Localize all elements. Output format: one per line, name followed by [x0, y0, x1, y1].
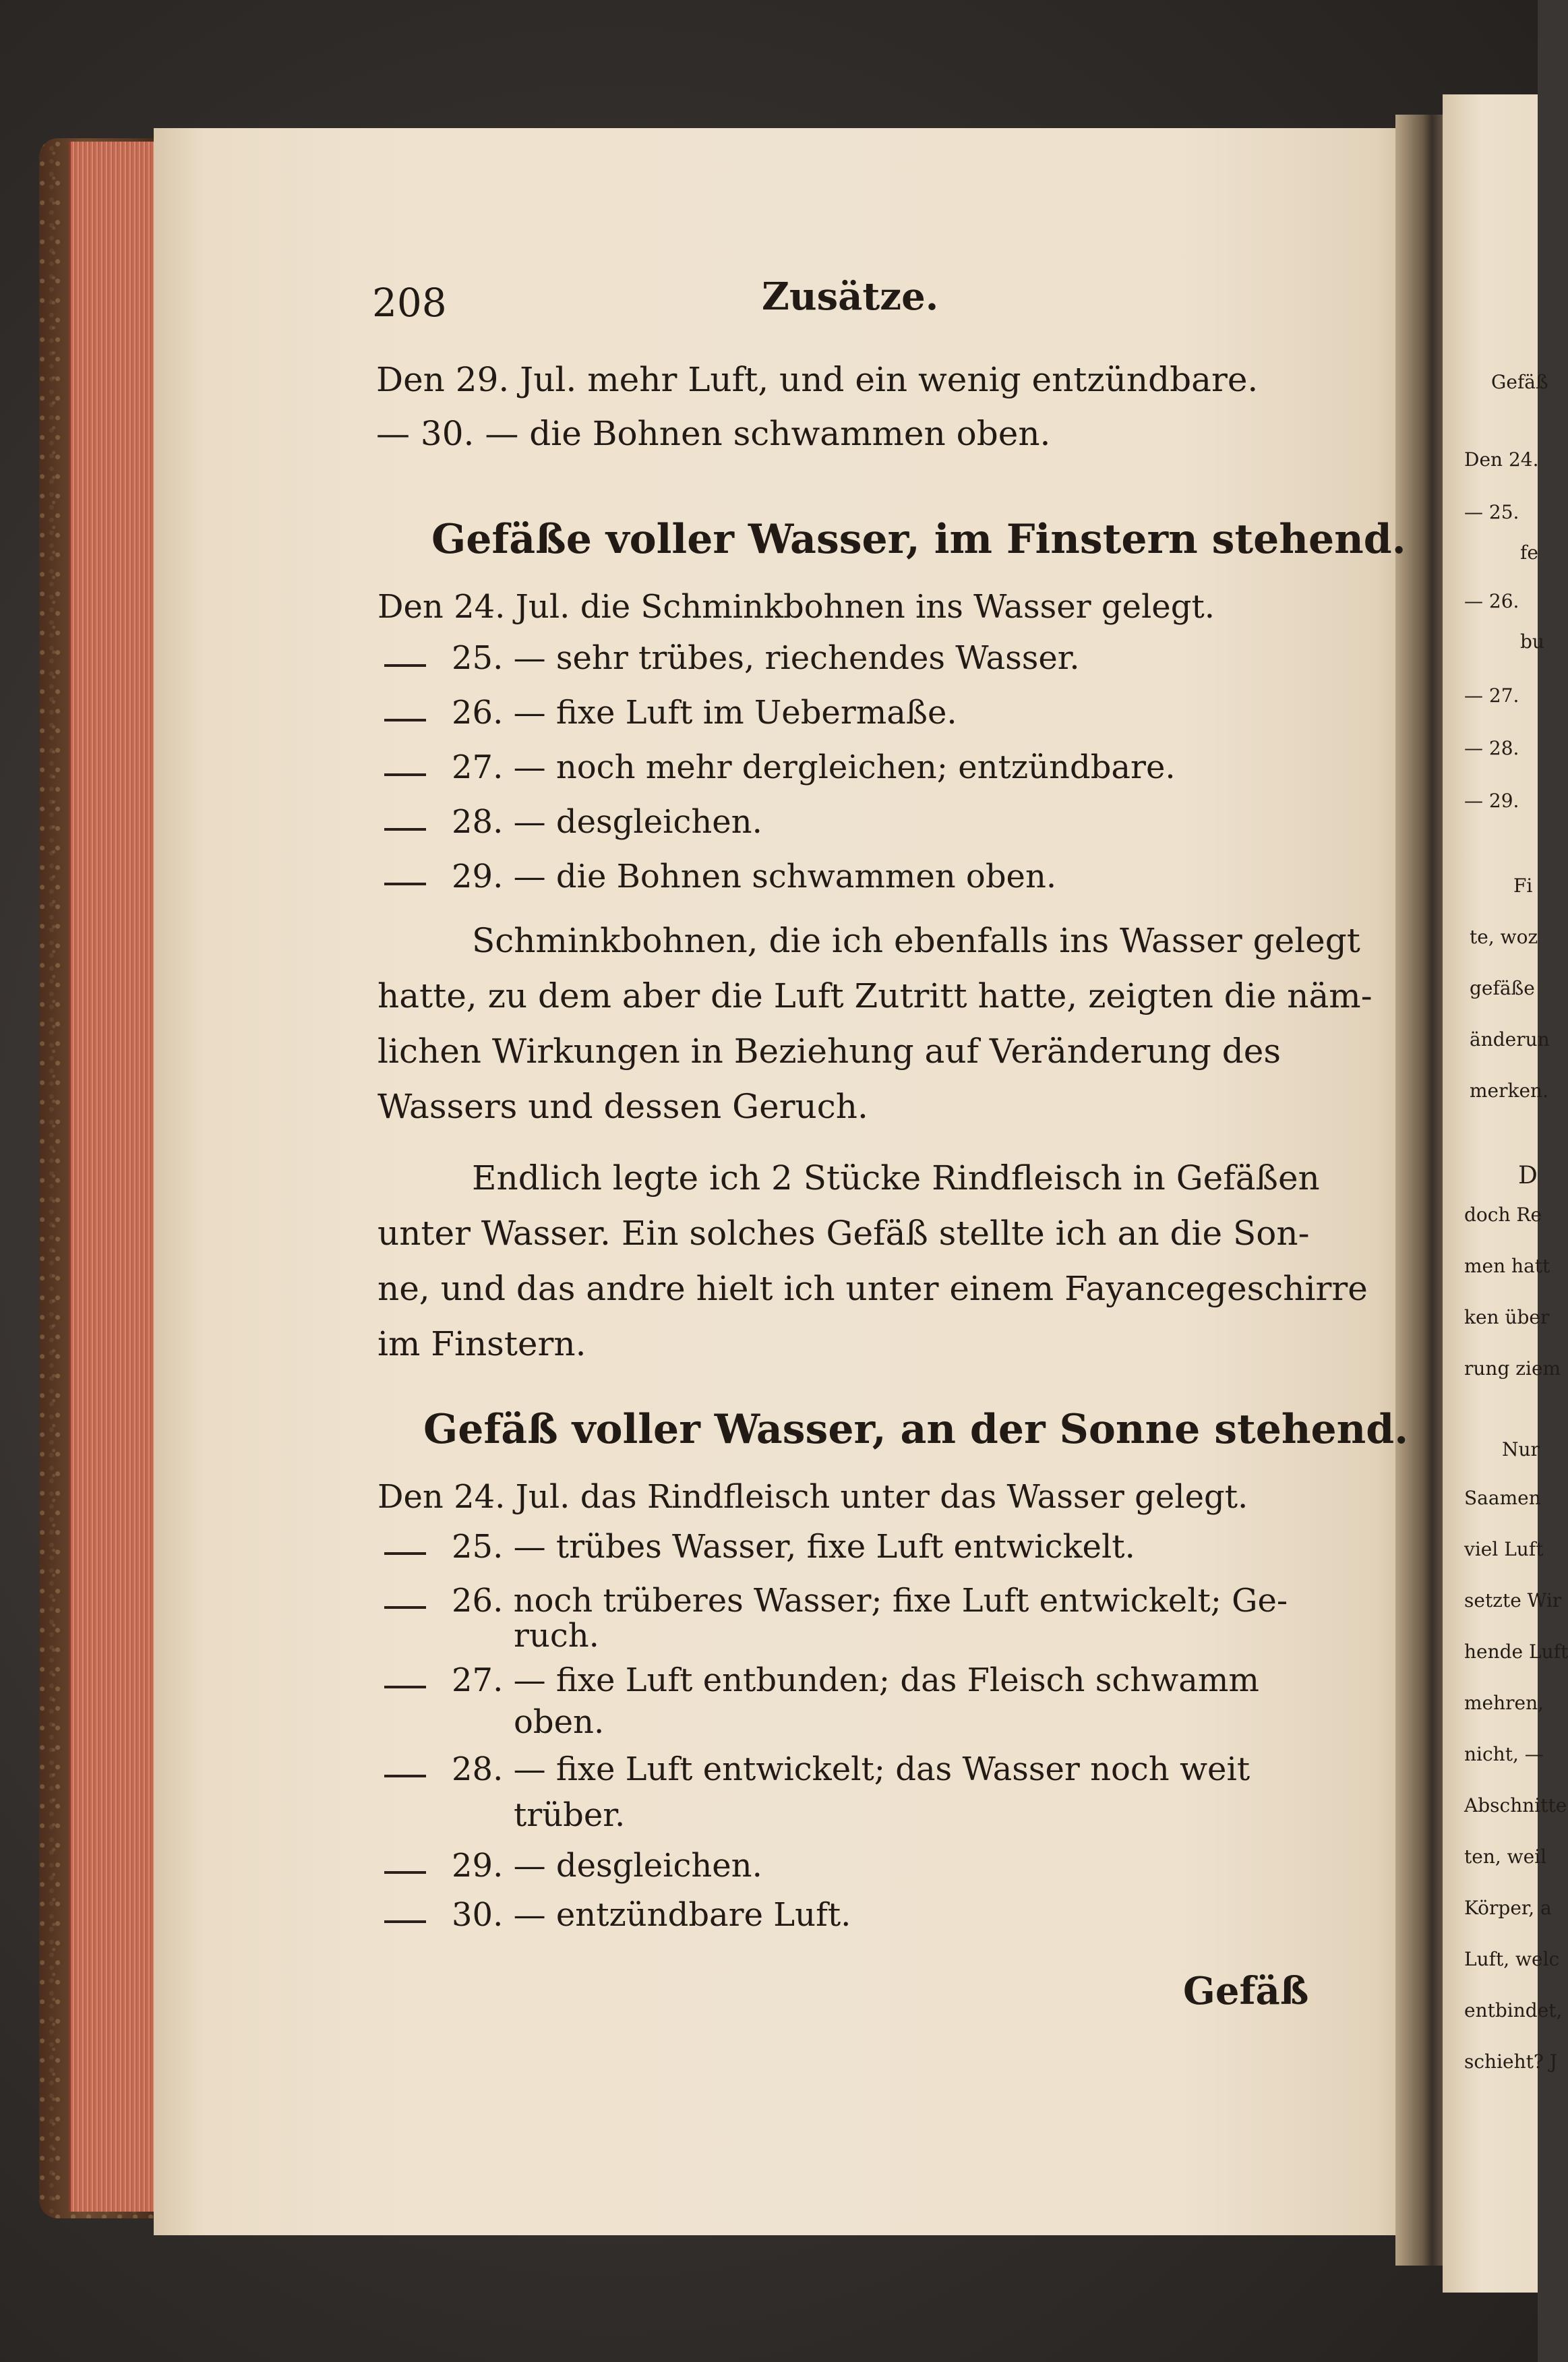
facing-fragment: doch Re	[1464, 1204, 1542, 1226]
entry-text: das Rindfleisch unter das Wasser gelegt.	[580, 1478, 1248, 1516]
paragraph-line: Endlich legte ich 2 Stücke Rindfleisch in Gefäßen	[472, 1158, 1320, 1198]
facing-fragment: mehren,	[1464, 1692, 1544, 1714]
paragraph-line: unter Wasser. Ein solches Gefäß stellte ich an die Son-	[378, 1214, 1310, 1253]
intro-text: — die Bohnen schwammen oben.	[485, 414, 1051, 453]
facing-fragment: — 25.	[1464, 501, 1519, 523]
facing-fragment: schieht? J	[1464, 2050, 1558, 2073]
facing-fragment: — 27.	[1464, 684, 1519, 707]
entry-continuation: oben.	[514, 1703, 605, 1741]
entry-row	[452, 860, 1056, 893]
paragraph-line: lichen Wirkungen in Beziehung auf Veränderung des	[378, 1032, 1281, 1071]
entry-day: 27.	[452, 748, 504, 786]
entry-row	[378, 1478, 1248, 1516]
entry-row	[452, 639, 1080, 677]
entry-text: — sehr trübes, riechendes Wasser.	[513, 639, 1080, 677]
ditto-dash	[384, 883, 426, 885]
entry-day: 28.	[452, 803, 504, 841]
facing-fragment: fe	[1520, 541, 1538, 564]
facing-fragment: entbindet,	[1464, 1999, 1563, 2021]
entry-day: 26.	[452, 694, 504, 732]
paragraph-line: ne, und das andre hielt ich unter einem Fayancegeschirre	[378, 1269, 1368, 1308]
ditto-dash	[384, 1920, 426, 1923]
ditto-dash	[384, 1606, 426, 1609]
facing-fragment: Fi	[1513, 875, 1533, 897]
facing-fragment: setzte Wir	[1464, 1589, 1562, 1612]
facing-fragment: hende Luft	[1464, 1641, 1568, 1663]
intro-line-1	[376, 360, 1259, 399]
paragraph-line: Schminkbohnen, die ich ebenfalls ins Wasser gelegt	[472, 921, 1360, 960]
ditto-dash	[384, 773, 426, 776]
facing-fragment: bu	[1520, 630, 1544, 653]
facing-fragment: Den 24.	[1464, 448, 1539, 471]
entry-day: 28.	[452, 1750, 504, 1788]
entry-text: — desgleichen.	[513, 803, 762, 841]
entry-continuation: ruch.	[514, 1617, 599, 1655]
entry-day: 26.	[452, 1582, 504, 1620]
entry-row	[452, 1847, 762, 1885]
ditto-dash	[384, 1775, 426, 1777]
facing-fragment: — 26.	[1464, 590, 1519, 612]
page-number: 208	[372, 280, 447, 326]
section-heading-sun: Gefäß voller Wasser, an der Sonne stehend.	[423, 1406, 1409, 1453]
facing-fragment: Körper, a	[1464, 1897, 1552, 1919]
running-title: Zusätze.	[762, 274, 939, 319]
catchword: Gefäß	[1183, 1969, 1309, 2013]
paragraph-line: im Finstern.	[378, 1324, 586, 1363]
intro-date: — 30.	[376, 414, 475, 453]
intro-date: Den 29. Jul.	[376, 360, 577, 399]
facing-fragment: Abschnitte	[1464, 1794, 1567, 1817]
entry-day: 25.	[452, 1528, 504, 1566]
facing-fragment: men hatt	[1464, 1255, 1550, 1277]
entry-row	[452, 694, 957, 732]
ditto-dash	[384, 1686, 426, 1688]
ditto-dash	[384, 664, 426, 667]
facing-fragment: te, woz	[1470, 926, 1538, 948]
entry-day: 25.	[452, 639, 504, 677]
entry-day: 30.	[452, 1896, 504, 1934]
facing-fragment: Gefäß	[1491, 371, 1548, 393]
ditto-dash	[384, 719, 426, 721]
facing-fragment: merken.	[1470, 1080, 1548, 1102]
entry-day: Den 24. Jul.	[378, 1478, 570, 1516]
facing-fragment: Saamen	[1464, 1487, 1541, 1509]
facing-fragment: — 29.	[1464, 790, 1519, 812]
facing-fragment: ten, weil	[1464, 1846, 1547, 1868]
section-heading-dark: Gefäße voller Wasser, im Finstern stehend.	[431, 516, 1406, 563]
entry-row	[452, 748, 1176, 786]
facing-fragment: rung ziem	[1464, 1357, 1561, 1380]
entry-row	[452, 1661, 1259, 1699]
ditto-dash	[384, 1871, 426, 1874]
entry-text: — fixe Luft entwickelt; das Wasser noch weit	[513, 1750, 1250, 1788]
entry-day: 29.	[452, 1847, 504, 1885]
facing-fragment: viel Luft	[1464, 1538, 1544, 1560]
intro-text: mehr Luft, und ein wenig entzündbare.	[587, 360, 1259, 399]
facing-fragment: änderun	[1470, 1028, 1550, 1051]
entry-text: — fixe Luft im Uebermaße.	[513, 694, 957, 732]
entry-day: Den 24. Jul.	[378, 588, 570, 626]
entry-row	[452, 1750, 1250, 1788]
facing-fragment: Luft, welc	[1464, 1948, 1560, 1970]
entry-day: 29.	[452, 858, 504, 895]
entry-text: die Schminkbohnen ins Wasser gelegt.	[580, 588, 1215, 626]
paragraph-line: Wassers und dessen Geruch.	[378, 1087, 868, 1126]
facing-fragment: ken über	[1464, 1306, 1550, 1328]
entry-text: — entzündbare Luft.	[513, 1896, 851, 1934]
entry-text: — fixe Luft entbunden; das Fleisch schwamm	[513, 1661, 1259, 1699]
entry-text: — die Bohnen schwammen oben.	[513, 858, 1057, 895]
entry-text: noch trüberes Wasser; fixe Luft entwickelt; Ge-	[513, 1582, 1288, 1620]
ditto-dash	[384, 828, 426, 831]
entry-text: — noch mehr dergleichen; entzündbare.	[513, 748, 1176, 786]
entry-row	[452, 1582, 1288, 1620]
intro-line-2	[376, 414, 1051, 453]
entry-row	[452, 1528, 1135, 1566]
paragraph-line: hatte, zu dem aber die Luft Zutritt hatte, zeigten die näm-	[378, 976, 1373, 1015]
facing-fragment: D	[1518, 1162, 1538, 1189]
ditto-dash	[384, 1552, 426, 1555]
page-edges	[69, 142, 158, 2212]
facing-fragment: nicht, —	[1464, 1743, 1544, 1765]
entry-row	[378, 588, 1215, 626]
facing-fragment: gefäße	[1470, 977, 1535, 999]
facing-fragment: Nur	[1502, 1438, 1540, 1460]
entry-row	[452, 1896, 851, 1934]
entry-text: — desgleichen.	[513, 1847, 762, 1885]
entry-continuation: trüber.	[514, 1796, 626, 1834]
entry-day: 27.	[452, 1661, 504, 1699]
entry-text: — trübes Wasser, fixe Luft entwickelt.	[513, 1528, 1135, 1566]
facing-fragment: — 28.	[1464, 737, 1519, 759]
entry-row	[452, 803, 762, 841]
